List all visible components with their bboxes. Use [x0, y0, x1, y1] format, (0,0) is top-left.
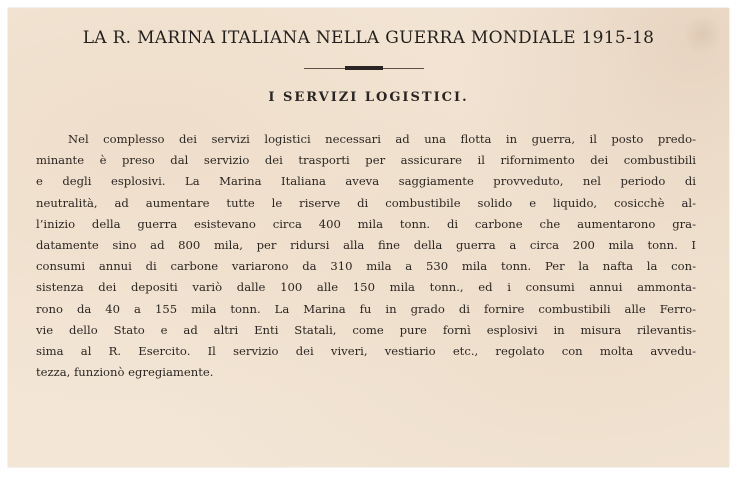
- body-line: sistenza dei depositi variò dalle 100 alle 150 mila tonn., ed i consumi annui ammonta-: [36, 280, 696, 295]
- body-line: l’inizio della guerra esistevano circa 400 mila tonn. di carbone che aumentarono gra-: [36, 216, 696, 231]
- body-line: rono da 40 a 155 mila tonn. La Marina fu in grado di fornire combustibili alle Ferro-: [36, 301, 696, 316]
- body-text: [36, 129, 696, 383]
- card-title: LA R. MARINA ITALIANA NELLA GUERRA MONDIALE 1915-18: [82, 28, 655, 48]
- body-line: datamente sino ad 800 mila, per ridursi alla fine della guerra a circa 200 mila tonn. I: [36, 237, 696, 252]
- section-title: I SERVIZI LOGISTICI.: [268, 90, 469, 105]
- body-line: Nel complesso dei servizi logistici necessari ad una flotta in guerra, il posto predo-: [68, 132, 696, 146]
- body-line: e degli esplosivi. La Marina Italiana aveva saggiamente provveduto, nel periodo di: [36, 174, 696, 189]
- body-line: sima al R. Esercito. Il servizio dei viveri, vestiario etc., regolato con molta avvedu-: [36, 343, 696, 358]
- body-line: consumi annui di carbone variarono da 310 mila a 530 mila tonn. Per la nafta la con-: [36, 259, 696, 274]
- body-line: vie dello Stato e ad altri Enti Statali, come pure fornì esplosivi in misura rilevantis-: [36, 322, 696, 337]
- body-line: minante è preso dal servizio dei trasporti per assicurare il rifornimento dei combustibili: [36, 153, 696, 168]
- postcard: [8, 8, 729, 467]
- body-line: tezza, funzionò egregiamente.: [36, 365, 214, 380]
- title-divider-bar: [345, 66, 383, 70]
- body-line: neutralità, ad aumentare tutte le riserve di combustibile solido e liquido, cosicchè al-: [36, 195, 696, 210]
